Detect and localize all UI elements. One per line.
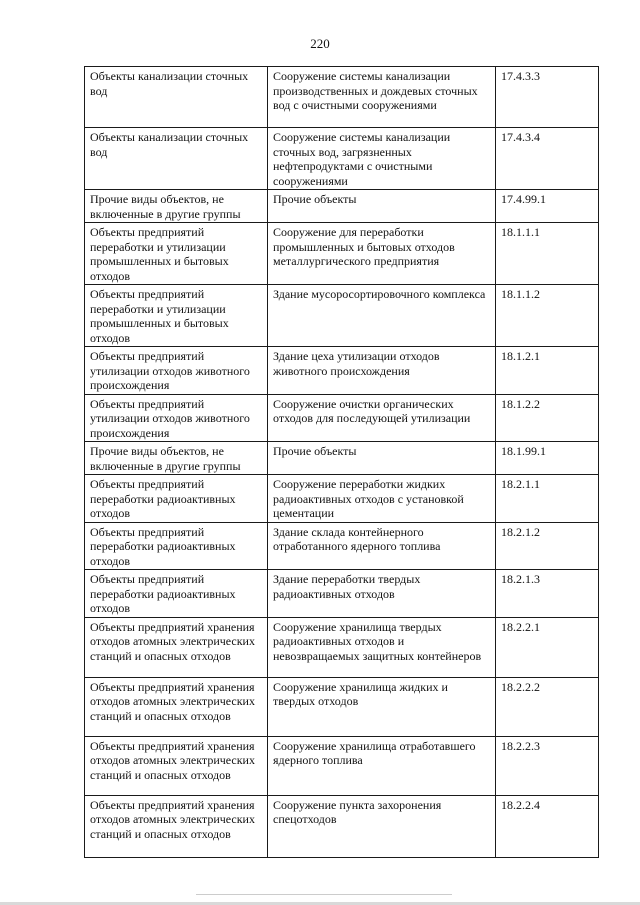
object-type-cell: Объекты предприятий хранения отходов атомных электрических станций и опасных отходов [85,736,268,795]
table-row [85,475,599,523]
code-cell: 18.2.1.2 [496,522,599,570]
description-cell: Здание переработки твердых радиоактивных отходов [268,570,496,618]
object-type-cell: Объекты канализации сточных вод [85,128,268,190]
table-row [85,67,599,128]
description-cell: Здание мусоросортировочного комплекса [268,285,496,347]
code-cell: 18.2.1.3 [496,570,599,618]
table-row [85,617,599,677]
code-cell: 18.1.1.2 [496,285,599,347]
code-cell: 18.2.2.1 [496,617,599,677]
object-type-cell: Объекты предприятий хранения отходов атомных электрических станций и опасных отходов [85,617,268,677]
table-row [85,128,599,190]
object-type-cell: Объекты предприятий переработки радиоактивных отходов [85,475,268,523]
table-row [85,736,599,795]
code-cell: 18.2.2.3 [496,736,599,795]
code-cell: 17.4.99.1 [496,190,599,223]
code-cell: 17.4.3.4 [496,128,599,190]
description-cell: Сооружение хранилища твердых радиоактивных отходов и невозвращаемых защитных контейнеров [268,617,496,677]
code-cell: 18.1.2.2 [496,394,599,442]
table-row [85,223,599,285]
code-cell: 17.4.3.3 [496,67,599,128]
object-type-cell: Прочие виды объектов, не включенные в другие группы [85,442,268,475]
object-type-cell: Объекты предприятий утилизации отходов животного происхождения [85,347,268,395]
scan-edge-mark [196,894,452,895]
description-cell: Сооружение переработки жидких радиоактивных отходов с установкой цементации [268,475,496,523]
table-row [85,285,599,347]
object-type-cell: Объекты предприятий переработки радиоактивных отходов [85,522,268,570]
code-cell: 18.2.1.1 [496,475,599,523]
code-cell: 18.1.99.1 [496,442,599,475]
table-row [85,677,599,736]
object-type-cell: Объекты предприятий утилизации отходов животного происхождения [85,394,268,442]
object-type-cell: Объекты предприятий переработки и утилизации промышленных и бытовых отходов [85,223,268,285]
code-cell: 18.2.2.4 [496,795,599,857]
description-cell: Сооружение для переработки промышленных и бытовых отходов металлургического предприятия [268,223,496,285]
object-type-cell: Объекты предприятий хранения отходов атомных электрических станций и опасных отходов [85,677,268,736]
description-cell: Сооружение системы канализации сточных вод, загрязненных нефтепродуктами с очистными сооружениями [268,128,496,190]
description-cell: Сооружение хранилища отработавшего ядерного топлива [268,736,496,795]
code-cell: 18.1.1.1 [496,223,599,285]
table-row [85,795,599,857]
description-cell: Здание склада контейнерного отработанного ядерного топлива [268,522,496,570]
classification-table [84,66,599,858]
object-type-cell: Объекты предприятий переработки и утилизации промышленных и бытовых отходов [85,285,268,347]
code-cell: 18.2.2.2 [496,677,599,736]
table-row [85,442,599,475]
table-row [85,347,599,395]
description-cell: Сооружение хранилища жидких и твердых отходов [268,677,496,736]
description-cell: Сооружение очистки органических отходов для последующей утилизации [268,394,496,442]
object-type-cell: Объекты предприятий хранения отходов атомных электрических станций и опасных отходов [85,795,268,857]
table-row [85,190,599,223]
object-type-cell: Объекты канализации сточных вод [85,67,268,128]
code-cell: 18.1.2.1 [496,347,599,395]
description-cell: Прочие объекты [268,442,496,475]
description-cell: Прочие объекты [268,190,496,223]
page-number: 220 [310,36,330,51]
description-cell: Сооружение системы канализации производственных и дождевых сточных вод с очистными сооружениями [268,67,496,128]
description-cell: Здание цеха утилизации отходов животного происхождения [268,347,496,395]
object-type-cell: Прочие виды объектов, не включенные в другие группы [85,190,268,223]
object-type-cell: Объекты предприятий переработки радиоактивных отходов [85,570,268,618]
table-row [85,394,599,442]
table-row [85,522,599,570]
table-row [85,570,599,618]
description-cell: Сооружение пункта захоронения спецотходов [268,795,496,857]
